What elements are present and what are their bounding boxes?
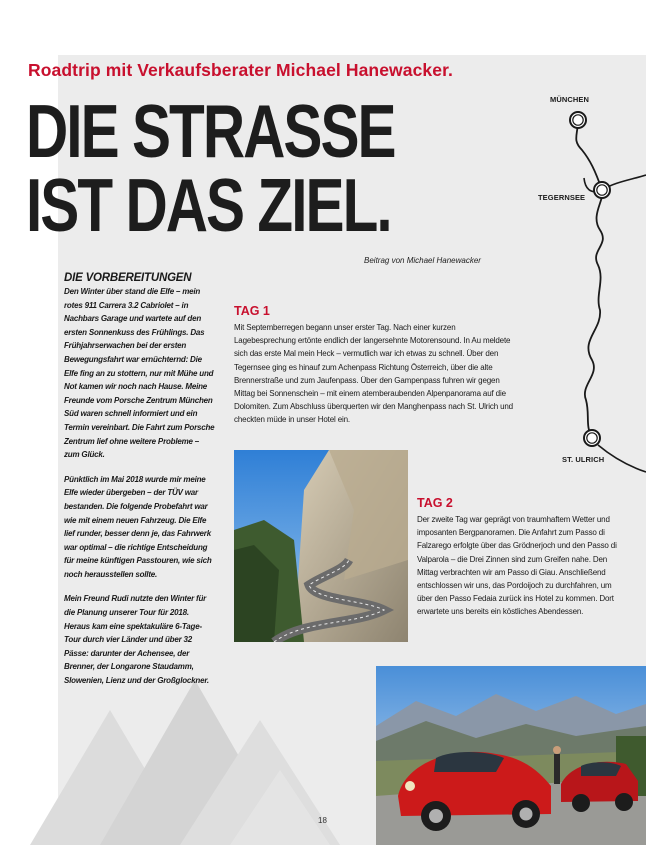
preparation-title: DIE VORBEREITUNGEN xyxy=(64,272,192,284)
headline-line-2: IST DAS ZIEL. xyxy=(26,163,391,247)
red-porsche-photo xyxy=(376,666,646,845)
byline: Beitrag von Michael Hanewacker xyxy=(364,256,481,265)
kicker-line: Roadtrip mit Verkaufsberater Michael Hanewacker. xyxy=(28,60,453,80)
map-label-muenchen: MÜNCHEN xyxy=(550,95,590,104)
day-1-title: TAG 1 xyxy=(234,304,270,318)
mountain-road-photo xyxy=(234,450,408,642)
map-label-st-ulrich: ST. ULRICH xyxy=(562,455,605,464)
page-number: 18 xyxy=(318,816,327,825)
preparation-column xyxy=(64,272,216,699)
day-2-title: TAG 2 xyxy=(417,496,453,510)
preparation-paragraph-1: Den Winter über stand die Elfe – mein rotes 911 Carrera 3.2 Cabriolet – in Nachbars Garage und wartete auf den ersten Sonnenkuss des Frühlings. Das Frühjahrserwachen bei der ersten Bewegungsfahrt war ernüchternd: Die Elfe fing an zu stottern, nur mit Mühe und Not kamen wir noch nach Hause. Meine Freunde vom Porsche Zentrum München Süd waren schnell informiert und ein Termin vereinbart. Die Fahrt zum Porsche Zentrum lief ohne weitere Probleme – zum Glück. xyxy=(64,287,215,460)
day-1-text: Mit Septemberregen begann unser erster Tag. Nach einer kurzen Lagebesprechung ertönte endlich der langersehnte Motorensound. In Au meldete sich das erste Mal mein Heck – vermutlich war ich etwas zu schnell. Über den Tegernsee ging es hinauf zum Achenpass Richtung Österreich, über die alte Brennerstraße und zum Jaufenpass. Über den Gampenpass fuhren wir gegen Mittag bei Sonnenschein – mit einem atemberaubenden Alpenpanorama auf die Dolomiten. Zum Abschluss überquerten wir den Manghenpass nach St. Ulrich und checkten müde in unser Hotel ein. xyxy=(234,323,513,425)
day-2-text: Der zweite Tag war geprägt von traumhaftem Wetter und imposanten Bergpanoramen. Die Anfahrt zum Passo di Falzarego erfolgte über das Grödnerjoch und den Passo di Valparola – die Drei Zinnen sind zum Greifen nahe. Den Mittag verbrachten wir am Passo di Giau. Anschließend entschlossen wir uns, das Pordoijoch zu durchfahren, um über den Passo Fedaia zurück ins Hotel zu kommen. Dort erwartete uns bereits ein köstliches Abendessen. xyxy=(417,515,617,617)
preparation-paragraph-2: Pünktlich im Mai 2018 wurde mir meine Elfe wieder übergeben – der TÜV war bestanden. Die folgende Probefahrt war wie mit einem neuen Fahrzeug. Die Elfe lief runder, besser denn je, das Fahrwerk war optimal – die richtige Entscheidung für meine künftigen Passtouren, wie sich noch herausstellen sollte. xyxy=(64,474,212,579)
route-map xyxy=(520,80,646,500)
preparation-paragraph-3: Mein Freund Rudi nutzte den Winter für die Planung unserer Tour für 2018. Heraus kam eine spektakuläre 6-Tage-Tour durch vier Länder und über 32 Pässe: darunter der Achensee, der Brenner, der Longarone Staudamm, Slowenien, Lienz und der Großglockner. xyxy=(64,594,209,686)
map-label-tegernsee: TEGERNSEE xyxy=(538,193,586,202)
headline-line-1: DIE STRASSE xyxy=(26,89,395,173)
